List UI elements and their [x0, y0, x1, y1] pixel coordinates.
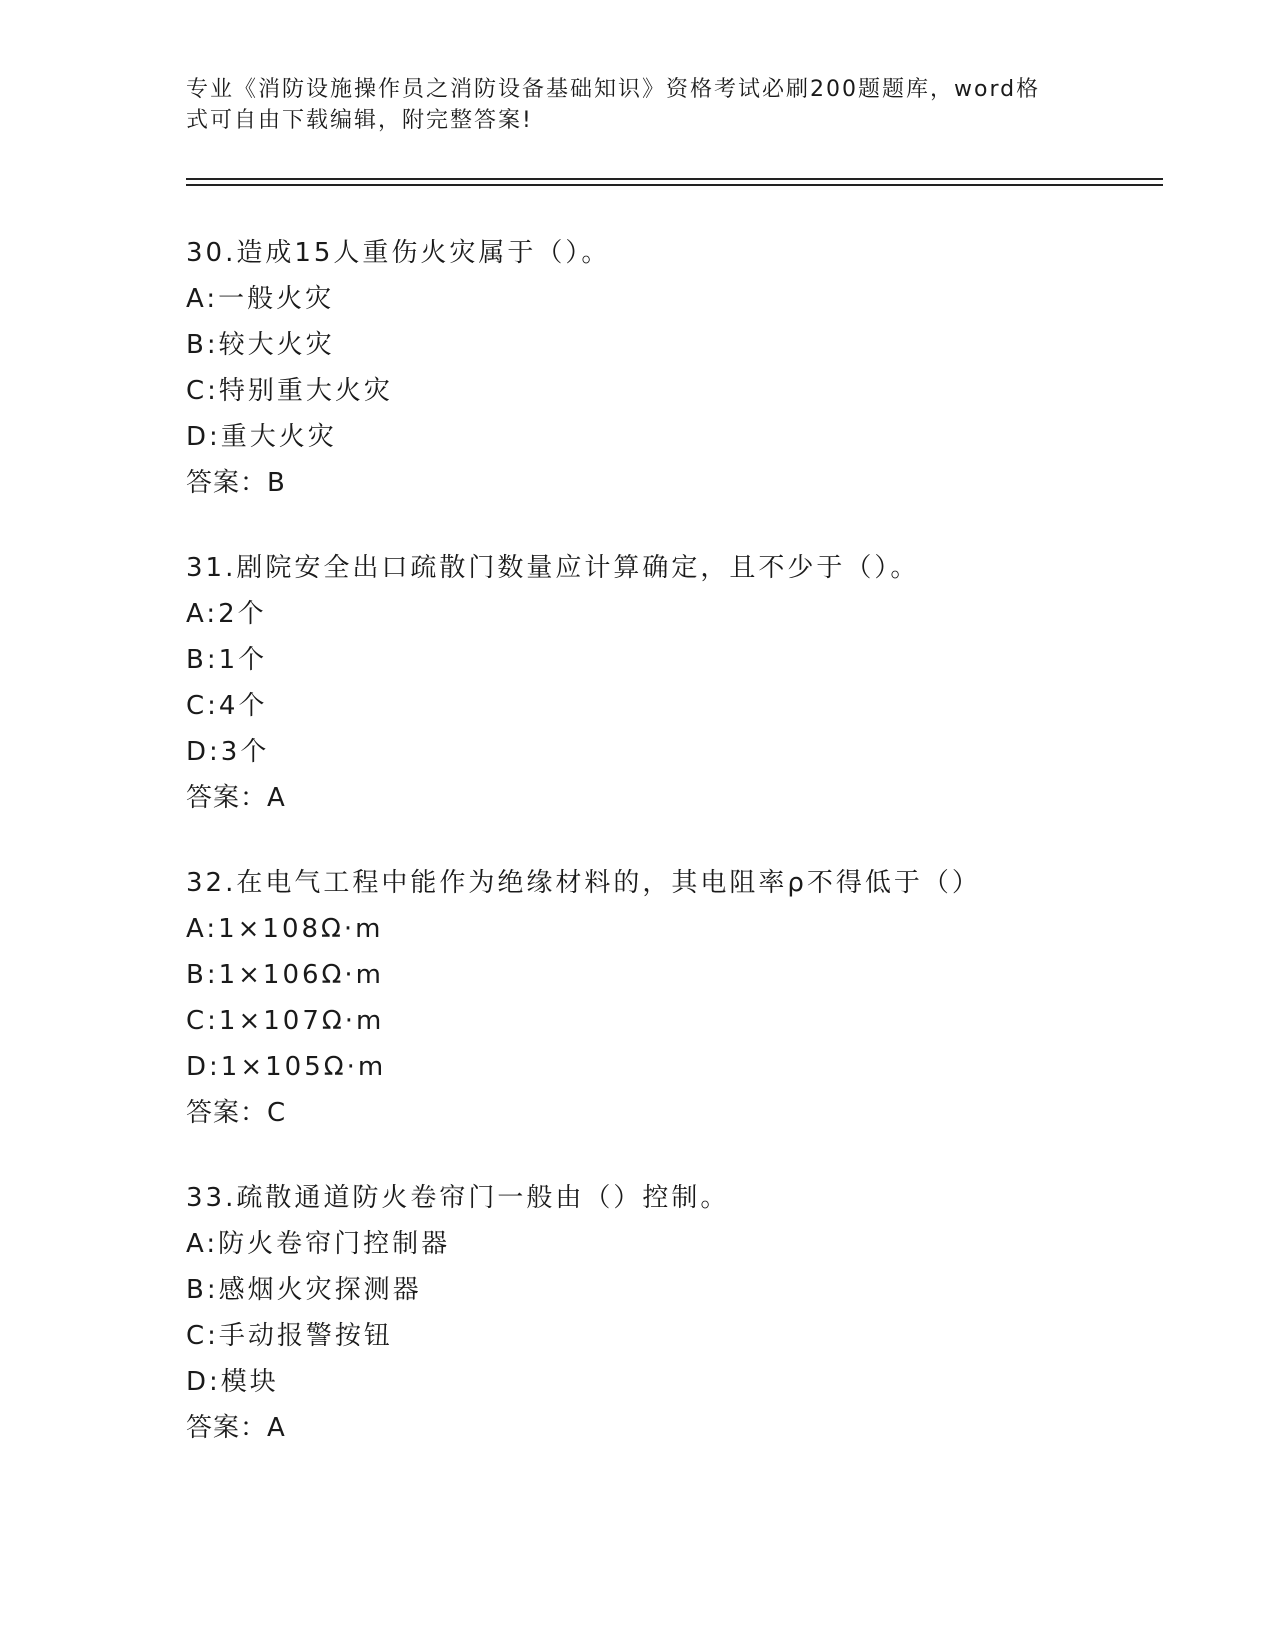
answer-line: 答案：A — [186, 1413, 286, 1443]
question-stem: 30.造成15人重伤火灾属于（）。 — [186, 238, 611, 268]
option-b: B:感烟火灾探测器 — [186, 1275, 422, 1305]
option-a: A:一般火灾 — [186, 284, 335, 314]
question-30 — [186, 230, 1146, 506]
header-line-1: 专业《消防设施操作员之消防设备基础知识》资格考试必刷200题题库，word格 — [186, 77, 1041, 102]
option-b: B:1×106Ω·m — [186, 960, 385, 990]
option-d: D:重大火灾 — [186, 422, 337, 452]
question-33 — [186, 1175, 1146, 1451]
question-stem: 32.在电气工程中能作为绝缘材料的，其电阻率ρ不得低于（） — [186, 868, 981, 898]
question-32 — [186, 860, 1146, 1136]
header-line-2: 式可自由下载编辑，附完整答案! — [186, 108, 533, 133]
document-header — [186, 74, 1076, 136]
option-a: A:1×108Ω·m — [186, 914, 384, 944]
header-divider-bottom — [186, 184, 1163, 186]
option-b: B:1个 — [186, 645, 268, 675]
option-c: C:4个 — [186, 691, 268, 721]
option-a: A:防火卷帘门控制器 — [186, 1229, 451, 1259]
option-d: D:模块 — [186, 1367, 279, 1397]
option-a: A:2个 — [186, 599, 267, 629]
option-c: C:手动报警按钮 — [186, 1321, 393, 1351]
option-c: C:1×107Ω·m — [186, 1006, 385, 1036]
question-31 — [186, 545, 1146, 821]
option-c: C:特别重大火灾 — [186, 376, 393, 406]
option-d: D:3个 — [186, 737, 270, 767]
answer-line: 答案：C — [186, 1098, 287, 1128]
question-stem: 31.剧院安全出口疏散门数量应计算确定，且不少于（）。 — [186, 553, 920, 583]
question-stem: 33.疏散通道防火卷帘门一般由（）控制。 — [186, 1183, 730, 1213]
answer-line: 答案：B — [186, 468, 286, 498]
answer-line: 答案：A — [186, 783, 286, 813]
option-d: D:1×105Ω·m — [186, 1052, 387, 1082]
option-b: B:较大火灾 — [186, 330, 335, 360]
header-divider-top — [186, 178, 1163, 180]
